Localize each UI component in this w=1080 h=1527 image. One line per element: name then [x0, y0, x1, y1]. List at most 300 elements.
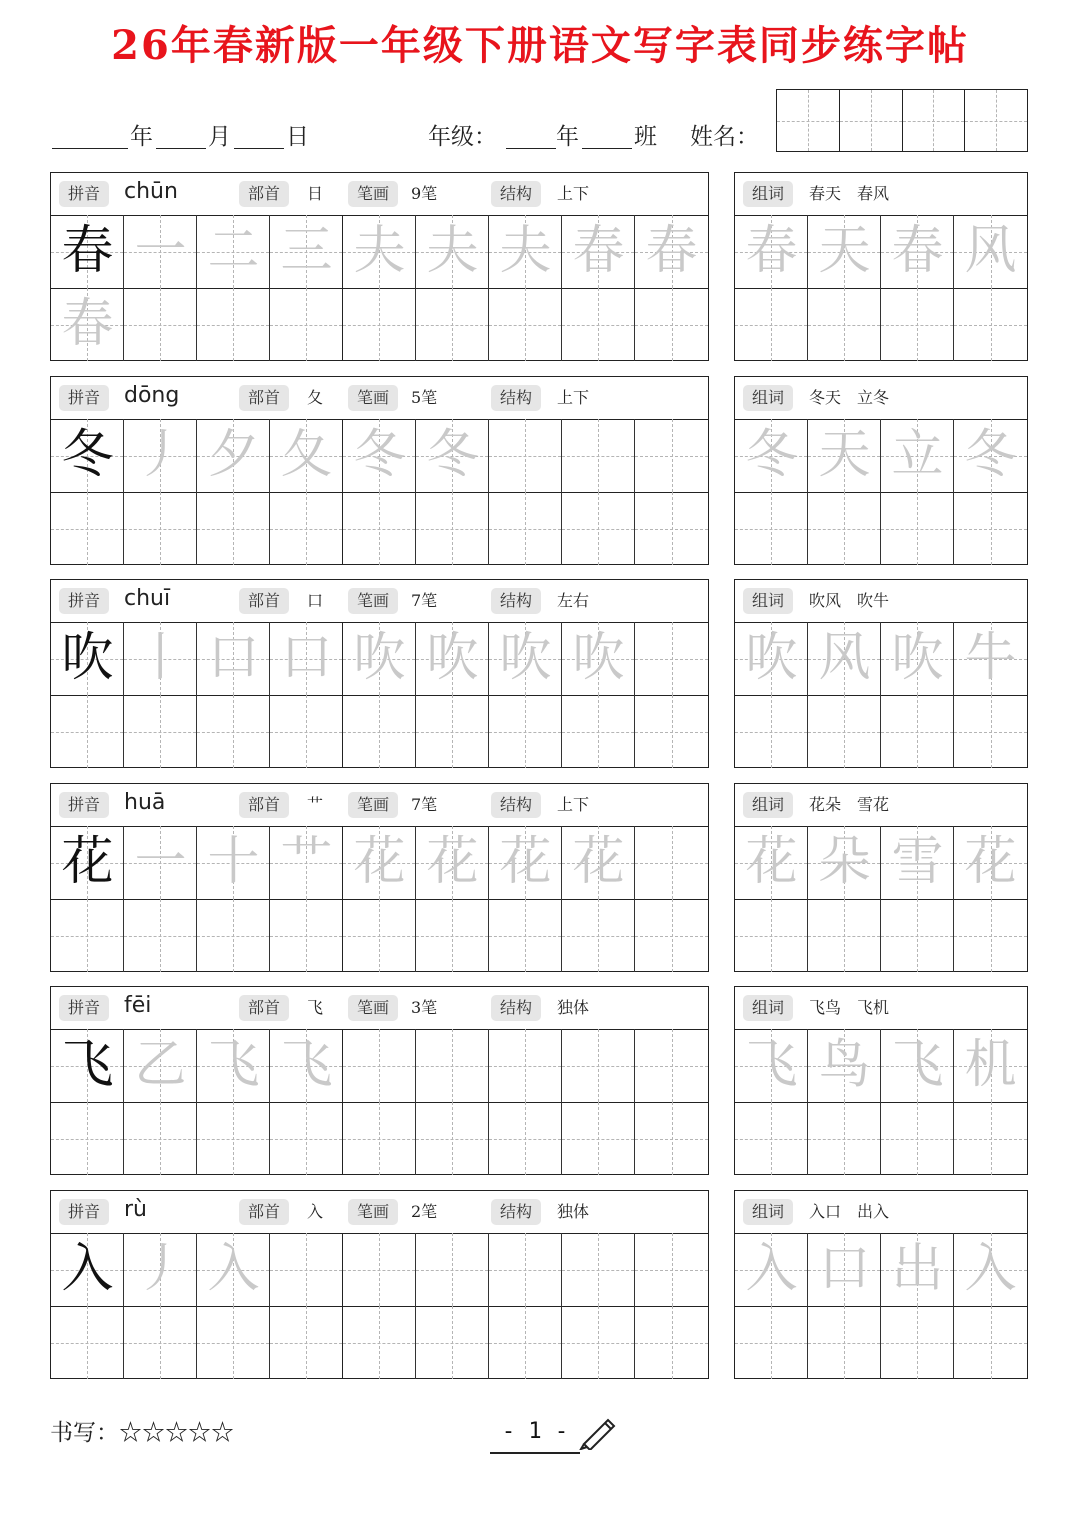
writing-cell[interactable]	[808, 1233, 881, 1306]
trace-character: 乙	[134, 1035, 187, 1095]
writing-cell[interactable]	[954, 695, 1027, 768]
writing-cell[interactable]	[735, 622, 808, 695]
trace-character	[270, 492, 343, 565]
trace-character	[416, 695, 489, 768]
writing-cell[interactable]	[270, 419, 343, 492]
writing-cell[interactable]	[197, 899, 270, 972]
writing-cell[interactable]	[489, 826, 562, 899]
writing-cell[interactable]	[197, 419, 270, 492]
character-info-header	[51, 987, 708, 1030]
writing-cell[interactable]	[51, 1306, 124, 1379]
radical-tag: 部首	[239, 1199, 289, 1225]
writing-cell[interactable]	[808, 695, 881, 768]
writing-cell[interactable]	[124, 1233, 197, 1306]
writing-cell[interactable]	[416, 1029, 489, 1102]
model-character-cell[interactable]	[51, 215, 124, 288]
writing-cell[interactable]	[197, 1233, 270, 1306]
writing-cell[interactable]	[954, 622, 1027, 695]
writing-cell[interactable]	[416, 1102, 489, 1175]
writing-cell[interactable]	[954, 899, 1027, 972]
writing-cell[interactable]	[881, 288, 954, 361]
trace-character: 雪	[891, 832, 944, 892]
trace-character	[51, 695, 124, 768]
writing-cell[interactable]	[416, 695, 489, 768]
writing-cell[interactable]	[881, 419, 954, 492]
trace-character: 夫	[353, 221, 406, 281]
writing-cell[interactable]	[735, 288, 808, 361]
trace-character: 出	[891, 1239, 944, 1299]
writing-cell[interactable]	[881, 1233, 954, 1306]
writing-cell[interactable]	[343, 492, 416, 565]
writing-cell[interactable]	[735, 1306, 808, 1379]
writing-cell[interactable]	[954, 419, 1027, 492]
trace-character	[343, 1102, 416, 1175]
writing-cell[interactable]	[808, 899, 881, 972]
trace-character	[489, 1102, 562, 1175]
writing-cell[interactable]	[343, 1029, 416, 1102]
model-character-cell[interactable]	[51, 419, 124, 492]
trace-character	[808, 1306, 881, 1379]
pinyin-tag: 拼音	[59, 181, 109, 207]
writing-cell[interactable]	[635, 1306, 708, 1379]
trace-character	[635, 1306, 708, 1379]
trace-character	[197, 695, 270, 768]
radical-value: 艹	[307, 795, 324, 814]
writing-cell[interactable]	[735, 419, 808, 492]
words-tag: 组词	[743, 181, 793, 207]
writing-cell[interactable]	[635, 1233, 708, 1306]
trace-character	[416, 899, 489, 972]
pinyin-value: fēi	[124, 993, 152, 1018]
trace-character	[416, 288, 489, 361]
writing-cell[interactable]	[635, 622, 708, 695]
writing-cell[interactable]	[416, 215, 489, 288]
writing-cell[interactable]	[343, 1306, 416, 1379]
writing-cell[interactable]	[270, 622, 343, 695]
writing-cell[interactable]	[562, 288, 635, 361]
trace-character	[635, 622, 708, 695]
trace-character	[635, 492, 708, 565]
trace-character	[954, 695, 1027, 768]
writing-cell[interactable]	[562, 899, 635, 972]
writing-cell[interactable]	[808, 622, 881, 695]
writing-cell[interactable]	[808, 492, 881, 565]
trace-character	[562, 492, 635, 565]
pen-icon	[578, 1414, 620, 1450]
writing-cell[interactable]	[562, 695, 635, 768]
words-value: 吹风 吹牛	[809, 591, 890, 610]
trace-character: 吹	[353, 628, 406, 688]
writing-cell[interactable]	[881, 622, 954, 695]
writing-cell[interactable]	[881, 215, 954, 288]
writing-cell[interactable]	[954, 215, 1027, 288]
trace-character	[51, 899, 124, 972]
trace-character	[489, 1306, 562, 1379]
trace-character: 花	[964, 832, 1017, 892]
character-panel	[50, 1190, 709, 1379]
rating-label: 书写：	[50, 1420, 119, 1446]
radical-value: 口	[307, 591, 324, 610]
word-trace-row	[735, 215, 1027, 289]
trace-character: 夂	[280, 425, 333, 485]
strokes-tag: 笔画	[348, 995, 398, 1021]
model-character: 花	[61, 832, 114, 892]
writing-cell[interactable]	[635, 899, 708, 972]
rating-stars[interactable]: ☆☆☆☆☆	[119, 1420, 234, 1446]
writing-cell[interactable]	[489, 215, 562, 288]
writing-cell[interactable]	[808, 419, 881, 492]
writing-cell[interactable]	[954, 1306, 1027, 1379]
writing-cell[interactable]	[270, 695, 343, 768]
structure-value: 独体	[557, 1202, 590, 1221]
strokes-value: 7笔	[411, 795, 438, 814]
strokes-tag: 笔画	[348, 588, 398, 614]
writing-cell[interactable]	[270, 826, 343, 899]
writing-cell[interactable]	[881, 695, 954, 768]
strokes-value: 7笔	[411, 591, 438, 610]
trace-character: 机	[964, 1035, 1017, 1095]
trace-character: 风	[818, 628, 871, 688]
writing-cell[interactable]	[124, 1029, 197, 1102]
trace-character	[735, 899, 808, 972]
writing-cell[interactable]	[343, 899, 416, 972]
writing-cell[interactable]	[808, 1102, 881, 1175]
writing-cell[interactable]	[562, 826, 635, 899]
writing-cell[interactable]	[808, 215, 881, 288]
name-cell[interactable]	[965, 90, 1027, 151]
trace-character	[881, 1102, 954, 1175]
trace-character	[635, 288, 708, 361]
writing-cell[interactable]	[197, 695, 270, 768]
writing-cell[interactable]	[343, 419, 416, 492]
name-cell[interactable]	[903, 90, 966, 151]
pinyin-tag: 拼音	[59, 792, 109, 818]
year-blank[interactable]	[52, 148, 128, 149]
trace-character	[635, 695, 708, 768]
year-label: 年	[130, 124, 153, 150]
writing-cell[interactable]	[51, 1102, 124, 1175]
trace-character: 丿	[134, 425, 187, 485]
trace-character	[489, 1233, 562, 1306]
writing-cell[interactable]	[635, 826, 708, 899]
writing-cell[interactable]	[197, 215, 270, 288]
trace-character: 花	[353, 832, 406, 892]
writing-cell[interactable]	[124, 492, 197, 565]
pinyin-value: dōng	[124, 383, 180, 408]
writing-cell[interactable]	[197, 1102, 270, 1175]
writing-cell[interactable]	[954, 826, 1027, 899]
practice-row	[51, 492, 708, 565]
trace-character: 冬	[745, 425, 798, 485]
writing-cell[interactable]	[51, 288, 124, 361]
writing-cell[interactable]	[416, 492, 489, 565]
writing-cell[interactable]	[808, 288, 881, 361]
radical-value: 飞	[307, 998, 324, 1017]
writing-cell[interactable]	[735, 492, 808, 565]
trace-character: 吹	[745, 628, 798, 688]
page-title: 26年春新版一年级下册语文写字表同步练字帖	[111, 22, 969, 69]
writing-cell[interactable]	[954, 1029, 1027, 1102]
writing-cell[interactable]	[881, 1029, 954, 1102]
writing-cell[interactable]	[270, 1029, 343, 1102]
trace-character	[489, 695, 562, 768]
character-info-header	[51, 580, 708, 623]
trace-character: 冬	[426, 425, 479, 485]
writing-cell[interactable]	[881, 826, 954, 899]
word-trace-row	[735, 622, 1027, 696]
name-writing-grid[interactable]	[776, 89, 1028, 152]
writing-cell[interactable]	[124, 419, 197, 492]
writing-cell[interactable]	[416, 622, 489, 695]
writing-cell[interactable]	[124, 288, 197, 361]
writing-cell[interactable]	[270, 899, 343, 972]
writing-cell[interactable]	[735, 899, 808, 972]
trace-character	[124, 288, 197, 361]
writing-cell[interactable]	[562, 1233, 635, 1306]
word-practice-row	[735, 1306, 1027, 1379]
writing-cell[interactable]	[881, 1306, 954, 1379]
trace-character	[635, 1029, 708, 1102]
trace-character	[489, 419, 562, 492]
character-panel	[50, 783, 709, 972]
writing-cell[interactable]	[489, 622, 562, 695]
writing-cell[interactable]	[735, 1102, 808, 1175]
writing-cell[interactable]	[51, 899, 124, 972]
writing-cell[interactable]	[270, 1233, 343, 1306]
pinyin-tag: 拼音	[59, 1199, 109, 1225]
writing-cell[interactable]	[197, 622, 270, 695]
trace-character	[197, 1306, 270, 1379]
trace-character	[51, 1102, 124, 1175]
writing-cell[interactable]	[489, 1029, 562, 1102]
writing-cell[interactable]	[51, 492, 124, 565]
model-character-cell[interactable]	[51, 1233, 124, 1306]
trace-character	[635, 1102, 708, 1175]
writing-cell[interactable]	[735, 826, 808, 899]
writing-cell[interactable]	[124, 1306, 197, 1379]
words-panel	[734, 376, 1028, 565]
trace-character	[416, 1306, 489, 1379]
writing-cell[interactable]	[954, 1233, 1027, 1306]
trace-character: 冬	[353, 425, 406, 485]
writing-cell[interactable]	[735, 1233, 808, 1306]
model-character-cell[interactable]	[51, 826, 124, 899]
class-blank[interactable]	[582, 148, 632, 149]
writing-cell[interactable]	[489, 1306, 562, 1379]
character-info-header	[51, 377, 708, 420]
grade-year-blank[interactable]	[506, 148, 556, 149]
trace-character	[562, 419, 635, 492]
trace-character: 春	[645, 221, 698, 281]
writing-cell[interactable]	[416, 288, 489, 361]
practice-row	[51, 1306, 708, 1379]
writing-cell[interactable]	[881, 492, 954, 565]
writing-cell[interactable]	[270, 288, 343, 361]
writing-cell[interactable]	[954, 288, 1027, 361]
trace-character	[954, 492, 1027, 565]
writing-cell[interactable]	[489, 419, 562, 492]
trace-character	[343, 288, 416, 361]
writing-cell[interactable]	[562, 215, 635, 288]
words-tag: 组词	[743, 995, 793, 1021]
writing-cell[interactable]	[562, 492, 635, 565]
month-blank[interactable]	[156, 148, 206, 149]
writing-cell[interactable]	[489, 899, 562, 972]
writing-cell[interactable]	[270, 1306, 343, 1379]
trace-character	[808, 695, 881, 768]
writing-cell[interactable]	[270, 1102, 343, 1175]
writing-cell[interactable]	[635, 1029, 708, 1102]
strokes-value: 5笔	[411, 388, 438, 407]
writing-cell[interactable]	[197, 826, 270, 899]
writing-cell[interactable]	[416, 899, 489, 972]
words-value: 飞鸟 飞机	[809, 998, 890, 1017]
trace-character	[343, 492, 416, 565]
day-blank[interactable]	[234, 148, 284, 149]
trace-character: 入	[745, 1239, 798, 1299]
writing-cell[interactable]	[635, 215, 708, 288]
trace-character: 花	[426, 832, 479, 892]
writing-cell[interactable]	[489, 1102, 562, 1175]
writing-cell[interactable]	[343, 215, 416, 288]
trace-character: 天	[818, 221, 871, 281]
trace-character: 飞	[280, 1035, 333, 1095]
writing-cell[interactable]	[635, 419, 708, 492]
writing-cell[interactable]	[124, 622, 197, 695]
trace-character: 春	[572, 221, 625, 281]
grade-label: 年级：	[428, 124, 497, 150]
words-panel	[734, 783, 1028, 972]
writing-cell[interactable]	[416, 1306, 489, 1379]
writing-cell[interactable]	[124, 1102, 197, 1175]
writing-cell[interactable]	[489, 288, 562, 361]
trace-character	[416, 492, 489, 565]
writing-cell[interactable]	[197, 288, 270, 361]
writing-cell[interactable]	[562, 1102, 635, 1175]
trace-character: 口	[280, 628, 333, 688]
model-character: 入	[61, 1239, 114, 1299]
writing-cell[interactable]	[562, 419, 635, 492]
writing-cell[interactable]	[270, 492, 343, 565]
writing-cell[interactable]	[197, 492, 270, 565]
trace-character: 朵	[818, 832, 871, 892]
words-tag: 组词	[743, 1199, 793, 1225]
trace-character: 花	[572, 832, 625, 892]
trace-character	[343, 695, 416, 768]
writing-cell[interactable]	[124, 826, 197, 899]
trace-character: 三	[280, 221, 333, 281]
writing-cell[interactable]	[197, 1029, 270, 1102]
writing-cell[interactable]	[416, 419, 489, 492]
radical-value: 日	[307, 184, 324, 203]
words-header	[735, 580, 1027, 623]
words-value: 春天 春风	[809, 184, 890, 203]
model-character-cell[interactable]	[51, 622, 124, 695]
trace-character: 十	[207, 832, 260, 892]
writing-cell[interactable]	[489, 695, 562, 768]
trace-character: 花	[745, 832, 798, 892]
writing-cell[interactable]	[808, 1306, 881, 1379]
character-info-header	[51, 173, 708, 216]
writing-cell[interactable]	[343, 622, 416, 695]
writing-cell[interactable]	[562, 1306, 635, 1379]
name-cell[interactable]	[777, 90, 840, 151]
writing-cell[interactable]	[416, 1233, 489, 1306]
writing-cell[interactable]	[343, 1102, 416, 1175]
trace-character: 一	[134, 832, 187, 892]
writing-cell[interactable]	[881, 899, 954, 972]
writing-cell[interactable]	[735, 215, 808, 288]
rating-row	[50, 1414, 234, 1447]
trace-character: 一	[134, 221, 187, 281]
writing-cell[interactable]	[808, 1029, 881, 1102]
writing-cell[interactable]	[562, 1029, 635, 1102]
writing-cell[interactable]	[489, 1233, 562, 1306]
character-panel	[50, 172, 709, 361]
writing-cell[interactable]	[51, 695, 124, 768]
student-info-line	[50, 118, 770, 154]
grade-year-label: 年	[556, 124, 579, 150]
writing-cell[interactable]	[881, 1102, 954, 1175]
trace-character: 春	[745, 221, 798, 281]
day-label: 日	[286, 124, 309, 150]
class-label: 班	[634, 124, 657, 150]
writing-cell[interactable]	[343, 695, 416, 768]
writing-cell[interactable]	[562, 622, 635, 695]
model-character-cell[interactable]	[51, 1029, 124, 1102]
writing-cell[interactable]	[635, 288, 708, 361]
writing-cell[interactable]	[124, 899, 197, 972]
trace-character	[808, 899, 881, 972]
writing-cell[interactable]	[343, 288, 416, 361]
practice-row	[51, 288, 708, 361]
writing-cell[interactable]	[954, 1102, 1027, 1175]
writing-cell[interactable]	[635, 1102, 708, 1175]
writing-cell[interactable]	[735, 1029, 808, 1102]
writing-cell[interactable]	[735, 695, 808, 768]
words-header	[735, 377, 1027, 420]
writing-cell[interactable]	[954, 492, 1027, 565]
trace-character	[51, 1306, 124, 1379]
name-cell[interactable]	[840, 90, 903, 151]
practice-row	[51, 695, 708, 768]
writing-cell[interactable]	[270, 215, 343, 288]
trace-character	[562, 899, 635, 972]
trace-character	[562, 288, 635, 361]
writing-cell[interactable]	[343, 826, 416, 899]
writing-cell[interactable]	[635, 695, 708, 768]
trace-character	[808, 1102, 881, 1175]
words-tag: 组词	[743, 588, 793, 614]
trace-character	[735, 695, 808, 768]
radical-tag: 部首	[239, 588, 289, 614]
writing-cell[interactable]	[489, 492, 562, 565]
structure-tag: 结构	[491, 792, 541, 818]
writing-cell[interactable]	[197, 1306, 270, 1379]
trace-character: 飞	[891, 1035, 944, 1095]
writing-cell[interactable]	[635, 492, 708, 565]
radical-tag: 部首	[239, 385, 289, 411]
writing-cell[interactable]	[124, 695, 197, 768]
writing-cell[interactable]	[124, 215, 197, 288]
trace-character: 夕	[207, 425, 260, 485]
trace-character	[197, 492, 270, 565]
month-label: 月	[208, 124, 231, 150]
writing-cell[interactable]	[416, 826, 489, 899]
word-practice-row	[735, 899, 1027, 972]
writing-cell[interactable]	[808, 826, 881, 899]
writing-cell[interactable]	[343, 1233, 416, 1306]
